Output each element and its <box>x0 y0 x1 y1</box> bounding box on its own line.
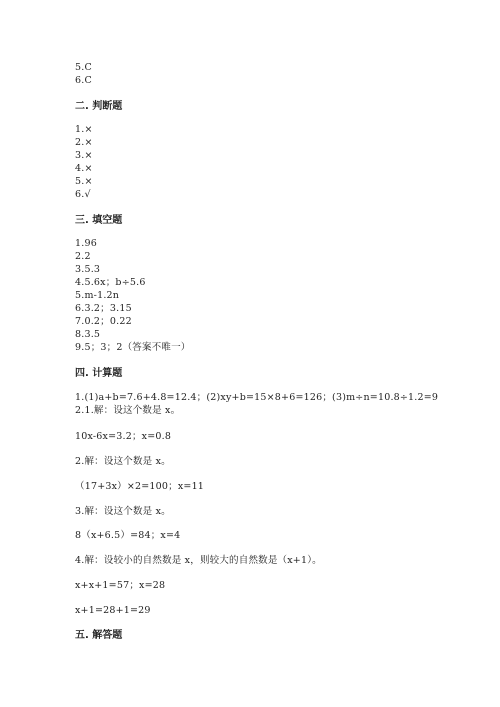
section-title-answer: 五. 解答题 <box>75 630 123 641</box>
fill-answer-1: 1.96 <box>75 238 97 249</box>
choice-answer-6: 6.C <box>75 75 92 86</box>
choice-answer-5: 5.C <box>75 62 92 73</box>
fill-answer-6: 6.3.2；3.15 <box>75 303 132 314</box>
section-title-calc: 四. 计算题 <box>75 368 123 379</box>
judge-answer-1: 1.× <box>75 124 93 135</box>
section-title-judge: 二. 判断题 <box>75 101 123 112</box>
fill-answer-4: 4.5.6x；b÷5.6 <box>75 277 146 288</box>
judge-answer-5: 5.× <box>75 176 93 187</box>
calc-line-3: 10x-6x=3.2；x=0.8 <box>75 431 172 442</box>
calc-line-4: 2.解：设这个数是 x。 <box>75 456 171 467</box>
judge-answer-2: 2.× <box>75 137 93 148</box>
calc-line-8: 4.解：设较小的自然数是 x，则较大的自然数是（x+1）。 <box>75 555 322 566</box>
calc-line-7: 8（x+6.5）=84；x=4 <box>75 530 181 541</box>
judge-answer-3: 3.× <box>75 150 93 161</box>
fill-answer-2: 2.2 <box>75 251 91 262</box>
fill-answer-9: 9.5；3；2（答案不唯一） <box>75 342 191 353</box>
calc-line-10: x+1=28+1=29 <box>75 605 151 616</box>
fill-answer-8: 8.3.5 <box>75 329 101 340</box>
judge-answer-6: 6.√ <box>75 189 91 200</box>
calc-line-1: 1.(1)a+b=7.6+4.8=12.4；(2)xy+b=15×8+6=126；(3)m÷n=10.8÷1.2=9 <box>75 392 439 403</box>
calc-line-2: 2.1.解：设这个数是 x。 <box>75 405 181 416</box>
section-title-fill: 三. 填空题 <box>75 215 123 226</box>
calc-line-6: 3.解：设这个数是 x。 <box>75 506 171 517</box>
fill-answer-3: 3.5.3 <box>75 264 101 275</box>
calc-line-5: （17+3x）×2=100；x=11 <box>75 481 205 492</box>
calc-line-9: x+x+1=57；x=28 <box>75 580 166 591</box>
fill-answer-5: 5.m-1.2n <box>75 290 120 301</box>
fill-answer-7: 7.0.2；0.22 <box>75 316 132 327</box>
judge-answer-4: 4.× <box>75 163 93 174</box>
